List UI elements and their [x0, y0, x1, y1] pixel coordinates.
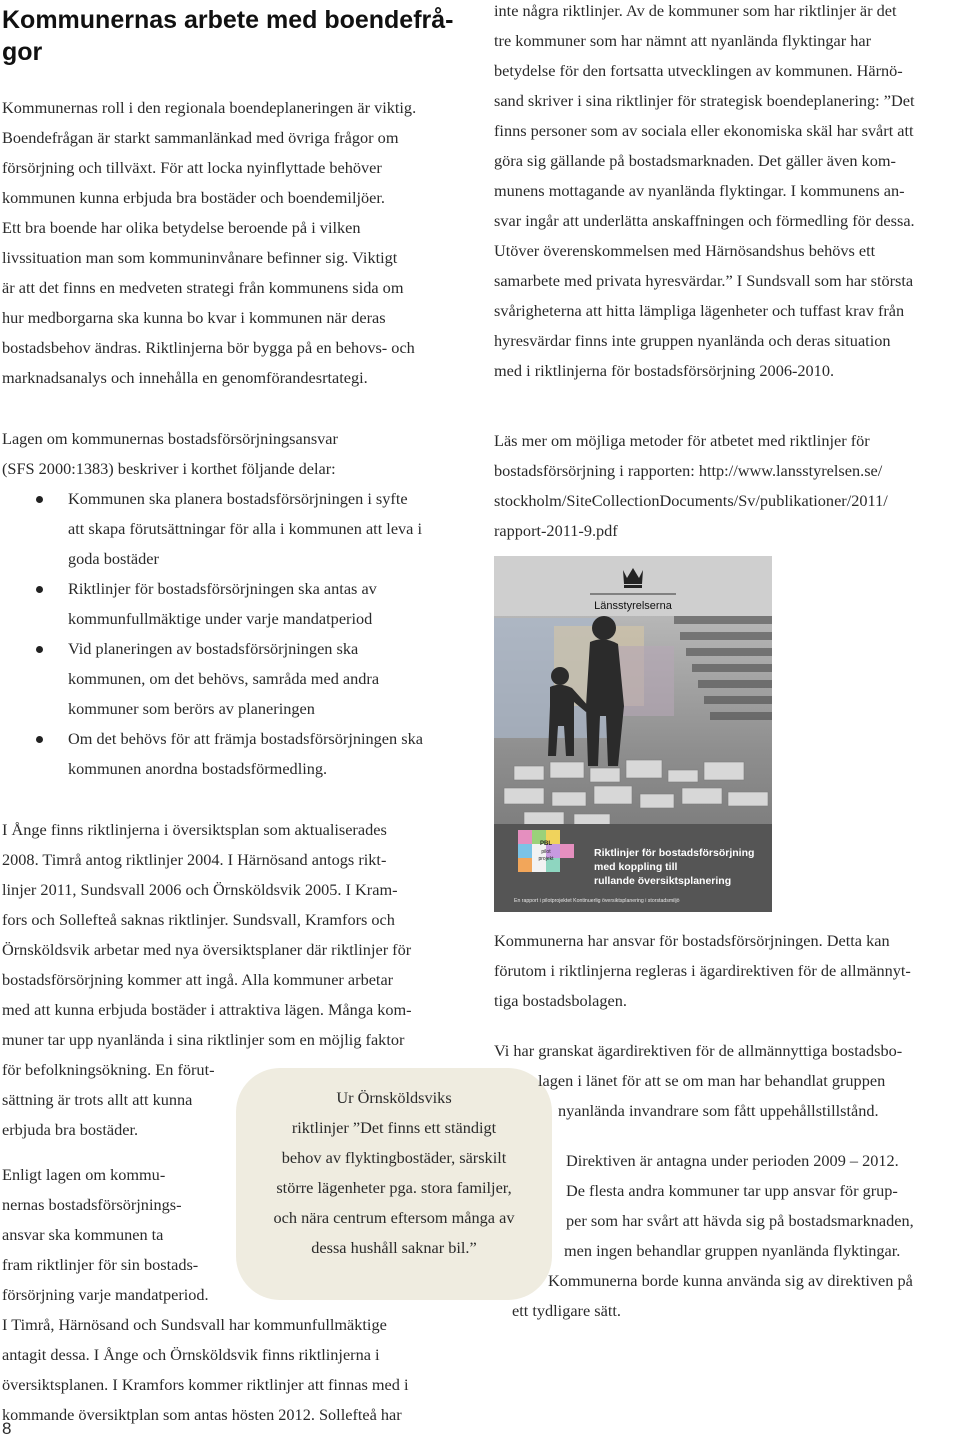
quote-line: större lägenheter pga. stora familjer,: [276, 1178, 512, 1197]
text-line: nernas bostadsförsörjnings-: [2, 1195, 182, 1214]
cover-title-line: Riktlinjer för bostadsförsörjning: [594, 847, 755, 859]
report-link[interactable]: rapport-2011-9.pdf: [494, 521, 618, 540]
text-line: översiktsplanen. I Kramfors kommer riktlinjer att finnas med i: [2, 1375, 409, 1394]
svg-text:projekt: projekt: [538, 856, 554, 862]
text-line: 2008. Timrå antog riktlinjer 2004. I Härnösand antogs rikt-: [2, 850, 387, 869]
text-line: marknadsanalys och innehålla en genomförandesrtategi.: [2, 368, 368, 387]
quote-line: behov av flyktingbostäder, särskilt: [281, 1148, 507, 1167]
text-line: hyresvärdar finns inte gruppen nyanlända och deras situation: [494, 331, 891, 350]
text-line: betydelse för den fortsatta utvecklingen av kommunen. Härnö-: [494, 61, 903, 80]
text-line: Kommunernas roll i den regionala boendeplaneringen är viktig.: [2, 98, 417, 117]
text-line: Kommunerna har ansvar för bostadsförsörjningen. Detta kan: [494, 931, 890, 950]
text-line: erbjuda bra bostäder.: [2, 1120, 139, 1139]
text-line: samarbete med privata hyresvärdar.” I Sundsvall som har största: [494, 271, 914, 290]
bullet-item: Riktlinjer för bostadsförsörjningen ska antas av: [2, 574, 472, 604]
text-line: är att det finns en medveten strategi från kommunens sida om: [2, 278, 404, 297]
bullet-continuation: kommunen, om det behövs, samråda med andra: [68, 669, 380, 688]
text-line: tiga bostadsbolagen.: [494, 991, 627, 1010]
text-line: I Timrå, Härnösand och Sundsvall har kommunfullmäktige: [2, 1315, 387, 1334]
cover-title-line: rullande översiktsplanering: [594, 875, 732, 887]
text-line: fram riktlinjer för sin bostads-: [2, 1255, 199, 1274]
title-line: Kommunernas arbete med boendefrå-: [2, 6, 454, 34]
bullet-item: Kommunen ska planera bostadsförsörjningen i syfte: [2, 484, 472, 514]
text-line: kommande översiktplan som antas hösten 2012. Sollefteå har: [2, 1405, 402, 1424]
text-line: inte några riktlinjer. Av de kommuner som har riktlinjer är det: [494, 1, 897, 20]
text-line: svårigheterna att hitta lämpliga lägenheter och tuffast krav från: [494, 301, 905, 320]
cover-brand: Länsstyrelserna: [594, 600, 672, 612]
bullet-continuation: kommuner som berörs av planeringen: [68, 699, 315, 718]
text-line: ett tydligare sätt.: [512, 1301, 621, 1320]
text-line: lagen i länet för att se om man har behandlat gruppen: [538, 1071, 886, 1090]
report-link[interactable]: bostadsförsörjning i rapporten: http://www.lansstyrelsen.se/: [494, 461, 883, 480]
text-line: bostadsförsörjning kommer att ingå. Alla kommuner arbetar: [2, 970, 394, 989]
cover-illustration: [494, 556, 772, 912]
text-line: kommunen kunna erbjuda bra bostäder och boendemiljöer.: [2, 188, 385, 207]
text-line: antagit dessa. I Ånge och Örnsköldsvik finns riktlinjerna i: [2, 1345, 380, 1364]
text-line: bostadsbehov ändras. Riktlinjerna bör bygga på en behovs- och: [2, 338, 415, 357]
text-line: finns personer som av sociala eller ekonomiska skäl har svårt att: [494, 121, 914, 140]
bullet-list: [2, 484, 472, 784]
text-line: men ingen behandlar gruppen nyanlända flyktingar.: [564, 1241, 901, 1260]
bullet-item: Om det behövs för att främja bostadsförsörjningen ska: [2, 724, 472, 754]
text-line: hur medborgarna ska kunna bo kvar i kommunen när deras: [2, 308, 386, 327]
text-line: försörjning och tillväxt. För att locka nyinflyttade behöver: [2, 158, 382, 177]
text-line: livssituation man som kommuninvånare befinner sig. Viktigt: [2, 248, 398, 267]
text-line: ansvar ska kommunen ta: [2, 1225, 164, 1244]
text-line: per som har svårt att hävda sig på bostadsmarknaden,: [566, 1211, 914, 1230]
svg-text:PBL: PBL: [540, 841, 552, 847]
bullet-continuation: kommunfullmäktige under varje mandatperiod: [68, 609, 373, 628]
text-line: Läs mer om möjliga metoder för atbetet med riktlinjer för: [494, 431, 870, 450]
text-line: med att kunna erbjuda bostäder i attraktiva lägen. Många kom-: [2, 1000, 412, 1019]
page-title: [2, 4, 454, 68]
quote-line: riktlinjer ”Det finns ett ständigt: [291, 1118, 497, 1137]
text-line: Vi har granskat ägardirektiven för de allmännyttiga bostadsbo-: [494, 1041, 903, 1060]
text-line: Utöver överenskommelsen med Härnösandshus behövs ett: [494, 241, 876, 260]
read-more-paragraph: [494, 426, 960, 546]
text-line: Ett bra boende har olika betydelse beroende på i vilken: [2, 218, 361, 237]
report-link[interactable]: stockholm/SiteCollectionDocuments/Sv/publikationer/2011/: [494, 491, 888, 510]
right-paragraph-5: [494, 1146, 960, 1326]
report-cover-image: [494, 556, 772, 912]
text-line: I Ånge finns riktlinjerna i översiktsplan som aktualiserades: [2, 820, 387, 839]
text-line: Boendefrågan är starkt sammanlänkad med övriga frågor om: [2, 128, 399, 147]
text-line: Direktiven är antagna under perioden 2009 – 2012.: [566, 1151, 899, 1170]
right-paragraph-1: [494, 0, 960, 386]
page-number: 8: [2, 1419, 12, 1438]
text-line: Enligt lagen om kommu-: [2, 1165, 166, 1184]
text-line: fors och Sollefteå saknas riktlinjer. Sundsvall, Kramfors och: [2, 910, 395, 929]
right-paragraph-4: [494, 1036, 960, 1126]
text-line: förutom i riktlinjerna regleras i ägardirektiven för de allmännyt-: [494, 961, 911, 980]
svg-text:pilot: pilot: [541, 849, 551, 855]
text-line: linjer 2011, Sundsvall 2006 och Örnsköldsvik 2005. I Kram-: [2, 880, 398, 899]
text-line: svar ingår att underlätta anskaffningen och förmedling för dessa.: [494, 211, 915, 230]
cover-title-line: med koppling till: [594, 861, 678, 873]
text-line: tre kommuner som har nämnt att nyanlända flyktingar har: [494, 31, 872, 50]
quote-line: Ur Örnsköldsviks: [336, 1088, 452, 1107]
text-line: försörjning varje mandatperiod.: [2, 1285, 209, 1304]
title-line: gor: [2, 38, 43, 66]
text-line: muner tar upp nyanlända i sina riktlinjer som en möjlig faktor: [2, 1030, 405, 1049]
text-line: De flesta andra kommuner tar upp ansvar för grup-: [566, 1181, 898, 1200]
law-paragraph: [2, 424, 472, 484]
text-line: för befolkningsökning. En förut-: [2, 1060, 215, 1079]
bullet-continuation: kommunen anordna bostadsförmedling.: [68, 759, 328, 778]
bullet-continuation: att skapa förutsättningar för alla i kommunen att leva i: [68, 519, 423, 538]
text-line: Örnsköldsvik arbetar med nya översiktsplaner där riktlinjer för: [2, 940, 412, 959]
quote-line: dessa hushåll saknar bil.”: [311, 1238, 477, 1257]
text-line: med i riktlinjerna för bostadsförsörjning 2006-2010.: [494, 361, 835, 380]
text-line: göra sig gällande på bostadsmarknaden. Det gäller även kom-: [494, 151, 896, 170]
cover-subtitle: En rapport i pilotprojektet Kontinuerlig översiktsplanering i storstadsmiljö: [514, 898, 680, 904]
bullet-item: Vid planeringen av bostadsförsörjningen ska: [2, 634, 472, 664]
text-line: munens mottagande av nyanlända flyktingar. I kommunens an-: [494, 181, 905, 200]
quote-line: och nära centrum eftersom många av: [273, 1208, 515, 1227]
text-line: nyanlända invandrare som fått uppehållstillstånd.: [558, 1101, 879, 1120]
text-line: (SFS 2000:1383) beskriver i korthet följande delar:: [2, 459, 336, 478]
bullet-continuation: goda bostäder: [68, 549, 159, 568]
text-line: sand skriver i sina riktlinjer för strategisk boendeplanering: ”Det: [494, 91, 915, 110]
text-line: sättning är trots allt att kunna: [2, 1090, 193, 1109]
right-paragraph-3: [494, 926, 960, 1016]
intro-paragraph: [2, 93, 472, 393]
text-line: Lagen om kommunernas bostadsförsörjningsansvar: [2, 429, 338, 448]
text-line: Kommunerna borde kunna använda sig av direktiven på: [548, 1271, 913, 1290]
